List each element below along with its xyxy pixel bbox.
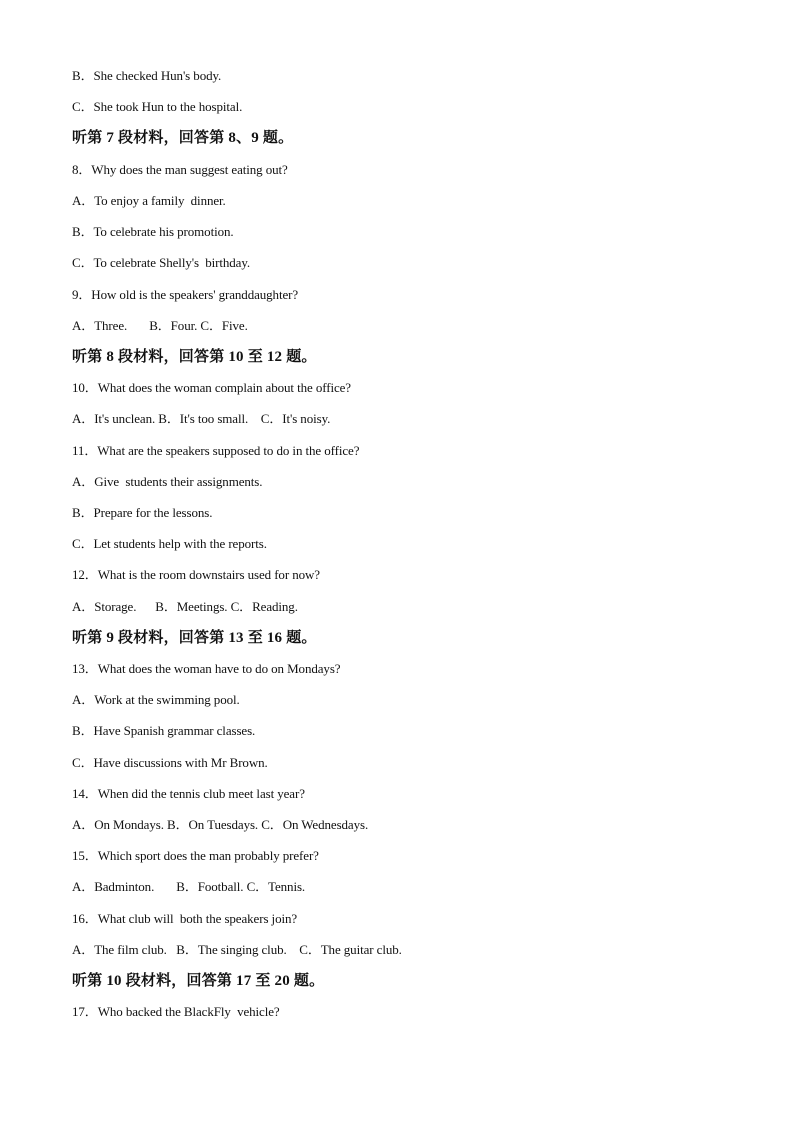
- option-8b: B．To celebrate his promotion.: [72, 224, 234, 239]
- option-13b: B．Have Spanish grammar classes.: [72, 723, 256, 738]
- option-7b: B．She checked Hun's body.: [72, 68, 222, 83]
- section-heading-8: 听第 8 段材料，回答第 10 至 12 题。: [72, 349, 317, 365]
- question-10: 10．What does the woman complain about the office?: [72, 380, 351, 395]
- options-12: A．Storage. B．Meetings. C．Reading.: [72, 599, 298, 614]
- option-8c: C．To celebrate Shelly's birthday.: [72, 255, 251, 270]
- question-15: 15．Which sport does the man probably prefer?: [72, 848, 319, 863]
- option-8a: A．To enjoy a family dinner.: [72, 193, 226, 208]
- question-8: 8．Why does the man suggest eating out?: [72, 162, 288, 177]
- option-11c: C．Let students help with the reports.: [72, 536, 267, 551]
- question-14: 14．When did the tennis club meet last year?: [72, 786, 305, 801]
- question-9: 9．How old is the speakers' granddaughter?: [72, 287, 299, 302]
- options-9: A．Three. B．Four. C．Five.: [72, 318, 248, 333]
- option-11a: A．Give students their assignments.: [72, 474, 263, 489]
- section-heading-10: 听第 10 段材料，回答第 17 至 20 题。: [72, 973, 325, 989]
- options-10: A．It's unclean. B．It's too small. C．It's noisy.: [72, 411, 331, 426]
- question-13: 13．What does the woman have to do on Mondays?: [72, 661, 341, 676]
- section-heading-7: 听第 7 段材料，回答第 8、9 题。: [72, 130, 294, 146]
- option-13a: A．Work at the swimming pool.: [72, 692, 240, 707]
- option-11b: B．Prepare for the lessons.: [72, 505, 213, 520]
- question-17: 17．Who backed the BlackFly vehicle?: [72, 1004, 280, 1019]
- question-12: 12．What is the room downstairs used for now?: [72, 567, 320, 582]
- options-14: A．On Mondays. B．On Tuesdays. C．On Wednesdays.: [72, 817, 369, 832]
- question-16: 16．What club will both the speakers join?: [72, 911, 298, 926]
- options-16: A．The film club. B．The singing club. C．The guitar club.: [72, 942, 402, 957]
- section-heading-9: 听第 9 段材料，回答第 13 至 16 题。: [72, 630, 317, 646]
- option-13c: C．Have discussions with Mr Brown.: [72, 755, 268, 770]
- question-11: 11．What are the speakers supposed to do in the office?: [72, 443, 360, 458]
- options-15: A．Badminton. B．Football. C．Tennis.: [72, 879, 306, 894]
- option-7c: C．She took Hun to the hospital.: [72, 99, 243, 114]
